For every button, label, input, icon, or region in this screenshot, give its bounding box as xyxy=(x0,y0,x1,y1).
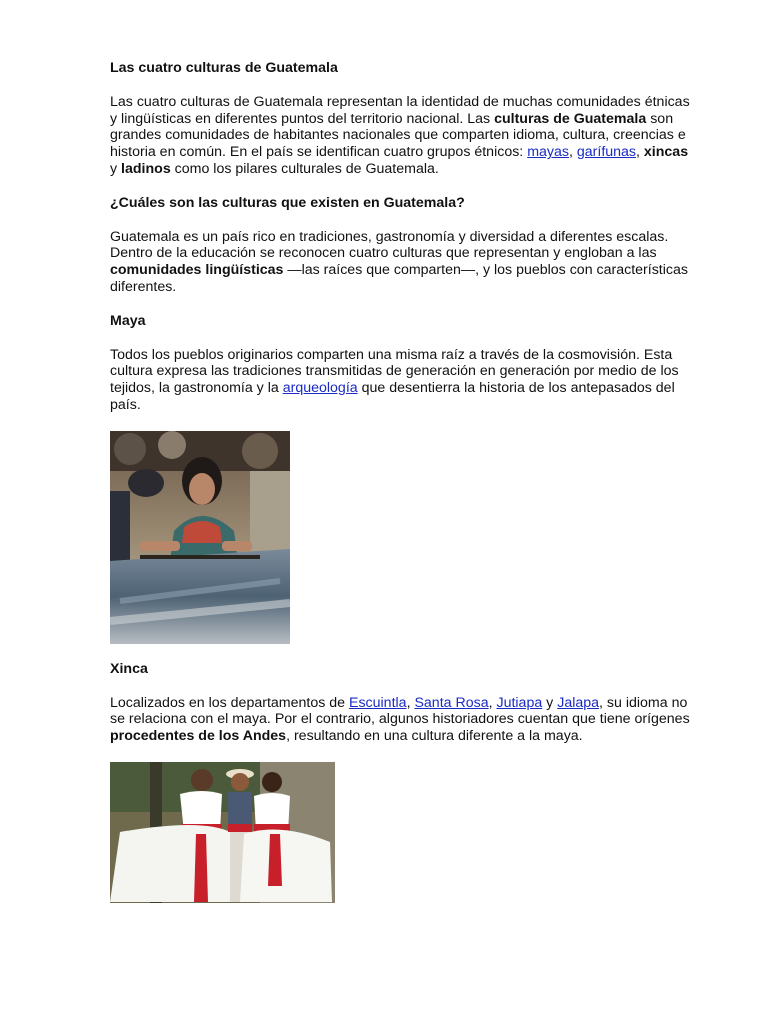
link-escuintla[interactable]: Escuintla xyxy=(348,694,407,711)
intro-paragraph: Las cuatro culturas de Guatemala representan la identidad de muchas comunidades étnicas y lingüísticas en diferentes puntos del territorio nacional. Las culturas de Guatemala son grandes comunidades de habitantes nacionales que comparten idioma, cultura, creencias e historia en común. En el país se identifican cuatro grupos étnicos: mayas, garífunas, xincas y ladinos como los pilares culturales de Guatemala. xyxy=(110,93,690,177)
question-heading: ¿Cuáles son las culturas que existen en Guatemala? xyxy=(110,194,465,211)
link-garifunas[interactable]: garífunas xyxy=(576,144,637,161)
weaver-illustration xyxy=(110,431,290,644)
maya-heading: Maya xyxy=(110,312,146,329)
bold-ladinos: ladinos xyxy=(121,160,171,177)
photo-xinca-dancers xyxy=(110,762,335,903)
question-paragraph: Guatemala es un país rico en tradiciones, gastronomía y diversidad a diferentes escalas. Dentro de la educación se reconocen cuatro culturas que representan y engloban a las comunidades lingüísticas —las raíces que comparten—, y los pueblos con características diferentes. xyxy=(110,228,688,295)
link-santa-rosa[interactable]: Santa Rosa xyxy=(414,694,489,711)
maya-paragraph: Todos los pueblos originarios comparten una misma raíz a través de la cosmovisión. Esta cultura expresa las tradiciones transmitidas de generación en generación por medio de los tejidos, la gastronomía y la arqueología que desentierra la historia de los antepasados del país. xyxy=(110,346,679,413)
document-body xyxy=(110,60,690,903)
xinca-paragraph: Localizados en los departamentos de Escuintla, Santa Rosa, Jutiapa y Jalapa, su idioma no se relaciona con el maya. Por el contrario, algunos historiadores cuentan que tiene orígenes procedentes de los Andes, resultando en una cultura diferente a la maya. xyxy=(110,694,690,745)
bold-xincas: xincas xyxy=(643,144,689,161)
bold-comunidades: comunidades lingüísticas xyxy=(110,262,284,279)
link-jalapa[interactable]: Jalapa xyxy=(557,694,600,711)
bold-andes: procedentes de los Andes xyxy=(110,728,287,745)
document-title: Las cuatro culturas de Guatemala xyxy=(110,60,338,76)
link-arqueologia[interactable]: arqueología xyxy=(282,380,358,397)
bold-culturas: culturas de Guatemala xyxy=(494,110,647,127)
dancers-illustration xyxy=(110,762,335,903)
xinca-heading: Xinca xyxy=(110,660,148,677)
link-mayas[interactable]: mayas xyxy=(527,144,569,161)
photo-maya-weaver xyxy=(110,431,290,644)
link-jutiapa[interactable]: Jutiapa xyxy=(496,694,543,711)
